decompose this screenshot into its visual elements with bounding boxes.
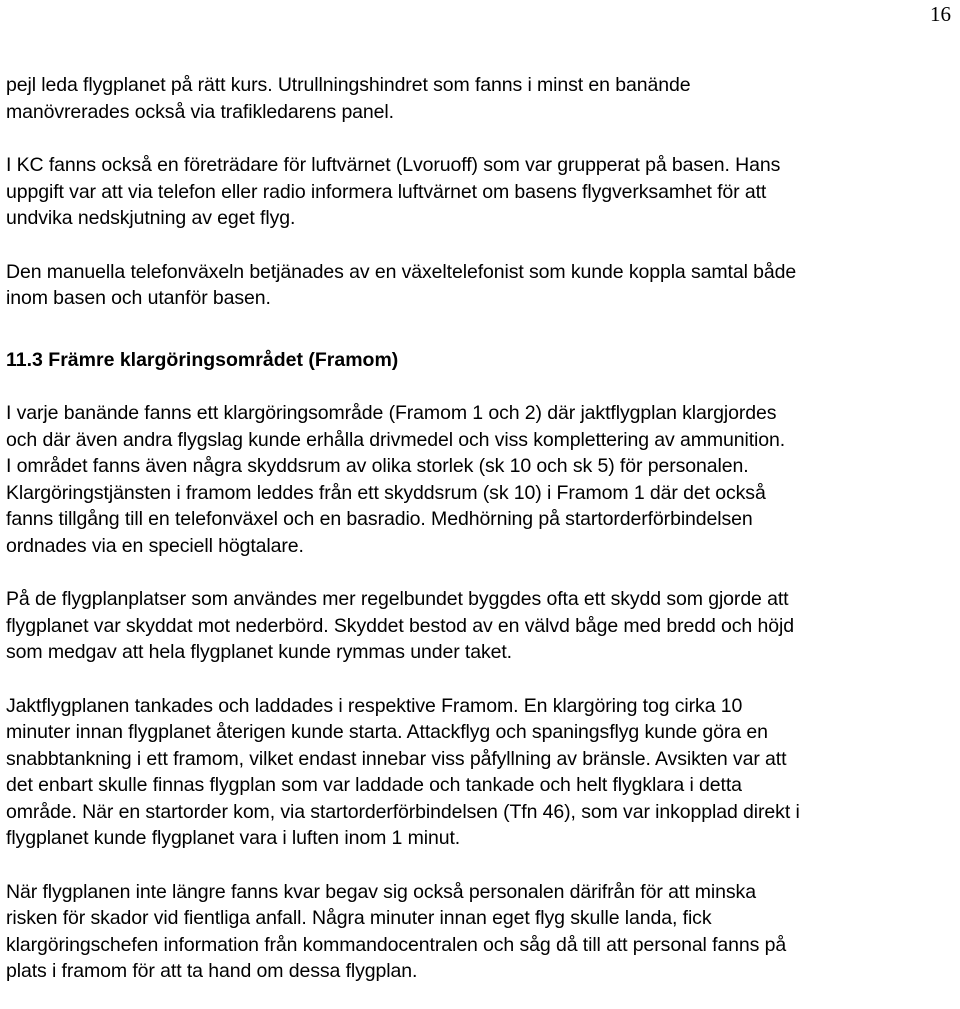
text-line: område. När en startorder kom, via startorderförbindelsen (Tfn 46), som var inkopplad direkt i (6, 800, 800, 823)
text-line: pejl leda flygplanet på rätt kurs. Utrullningshindret som fanns i minst en banände (6, 74, 691, 96)
text-line: klargöringschefen information från kommandocentralen och såg då till att personal fanns på (6, 933, 787, 956)
text-line: risken för skador vid fientliga anfall. Några minuter innan eget flyg skulle landa, fick (6, 907, 712, 929)
paragraph (6, 152, 956, 232)
document-body (6, 72, 956, 985)
text-line: manövrerades också via trafikledarens panel. (6, 100, 394, 123)
paragraph (6, 72, 956, 125)
text-line: fanns tillgång till en telefonväxel och en basradio. Medhörning på startorderförbindelsen (6, 508, 753, 530)
text-line: flygplanet kunde flygplanet vara i luften inom 1 minut. (6, 827, 461, 849)
section-heading: 11.3 Främre klargöringsområdet (Framom) (6, 348, 399, 371)
text-line: När flygplanen inte längre fanns kvar begav sig också personalen därifrån för att minska (6, 880, 756, 903)
text-line: inom basen och utanför basen. (6, 287, 271, 309)
text-line: På de flygplanplatser som användes mer regelbundet byggdes ofta ett skydd som gjorde att (6, 588, 789, 610)
text-line: I varje banände fanns ett klargöringsområde (Framom 1 och 2) där jaktflygplan klargjordes (6, 402, 777, 424)
paragraph (6, 400, 956, 559)
text-line: I KC fanns också en företrädare för luftvärnet (Lvoruoff) som var grupperat på basen. Hans (6, 154, 781, 176)
text-line: Klargöringstjänsten i framom leddes från ett skyddsrum (sk 10) i Framom 1 där det också (6, 481, 766, 504)
paragraph (6, 259, 956, 312)
text-line: snabbtankning i ett framom, vilket endast innebar viss påfyllning av bränsle. Avsikten var att (6, 747, 787, 770)
text-line: I området fanns även några skyddsrum av olika storlek (sk 10 och sk 5) för personalen. (6, 455, 749, 477)
page-number: 16 (930, 2, 951, 26)
text-line: flygplanet var skyddat mot nederbörd. Skyddet bestod av en välvd båge med bredd och höjd (6, 614, 794, 637)
text-line: som medgav att hela flygplanet kunde rymmas under taket. (6, 641, 512, 663)
text-line: plats i framom för att ta hand om dessa flygplan. (6, 960, 418, 982)
text-line: ordnades via en speciell högtalare. (6, 534, 304, 557)
paragraph (6, 586, 956, 666)
text-line: Jaktflygplanen tankades och laddades i respektive Framom. En klargöring tog cirka 10 (6, 694, 743, 717)
paragraph (6, 693, 956, 852)
text-line: undvika nedskjutning av eget flyg. (6, 207, 296, 229)
text-line: Den manuella telefonväxeln betjänades av en växeltelefonist som kunde koppla samtal både (6, 260, 797, 283)
text-line: och där även andra flygslag kunde erhålla drivmedel och viss komplettering av ammunition. (6, 428, 786, 451)
text-line: uppgift var att via telefon eller radio informera luftvärnet om basens flygverksamhet för att (6, 180, 767, 203)
text-line: det enbart skulle finnas flygplan som var laddade och tankade och helt flygklara i detta (6, 774, 742, 796)
paragraph (6, 879, 956, 985)
text-line: minuter innan flygplanet återigen kunde starta. Attackflyg och spaningsflyg kunde göra en (6, 721, 768, 743)
